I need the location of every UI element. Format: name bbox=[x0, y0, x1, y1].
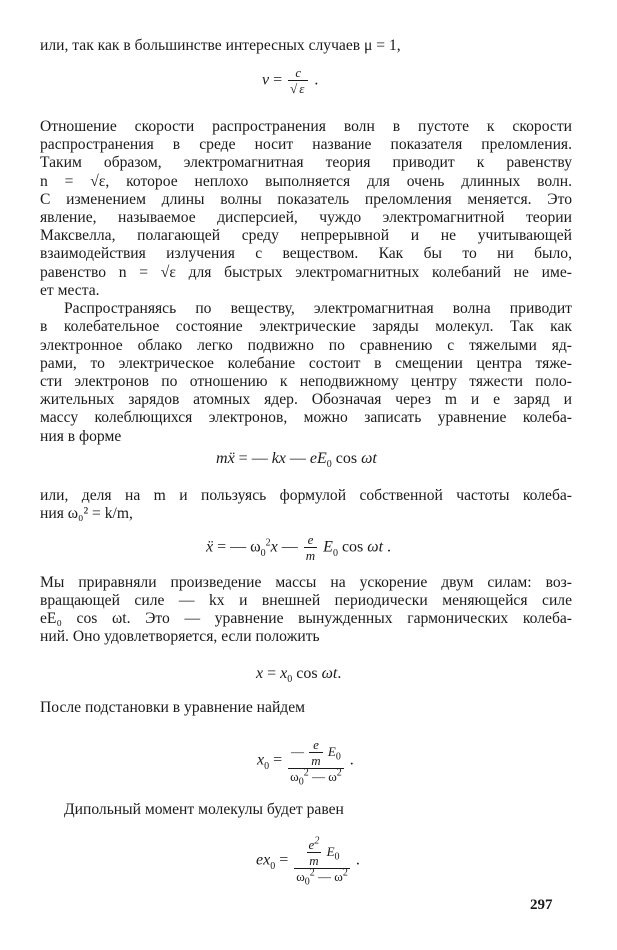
text-line: Мы приравняли произведение массы на ускорение двум силам: воз- bbox=[40, 574, 572, 591]
equation-velocity: v = $\frac{c}{√ \varepsilon}$ . bbox=[262, 65, 319, 96]
text-line: С изменением длины волны показатель преломления меняется. Это bbox=[40, 191, 572, 208]
text-line: n = √ε, которое неплохо выполняется для очень длинных волн. bbox=[40, 173, 572, 190]
text-line: ния в форме bbox=[40, 428, 122, 445]
text-line: сти электронов по отношению к неподвижному центру тяжести поло- bbox=[40, 373, 572, 390]
text-line: рами, то электрическое колебание состоит в смещении центра тяже- bbox=[40, 355, 572, 372]
text-line: Отношение скорости распространения волн в пустоте к скорости bbox=[40, 118, 572, 135]
text-line: ет места. bbox=[40, 282, 100, 299]
text-line: Дипольный момент молекулы будет равен bbox=[64, 801, 344, 818]
equation-normalized: ẍ = — $\omega_0^2x$ — $\frac{e}{m}$ $E_0$ cos ωt . bbox=[206, 532, 392, 563]
equation-amplitude: $x_0$ = — $\frac{e}{m}$ $E_0$ $\omega_0^2$ — $\omega^2$ . bbox=[257, 737, 354, 788]
text-line: вращающей силе — kx и внешней периодически меняющейся силе bbox=[40, 592, 572, 609]
text-line: взаимодействия излучения с веществом. Как бы то ни было, bbox=[40, 245, 572, 262]
equation-dipole: $ex_0$ = $\frac{e^2}{m}$ $E_0$ $\omega_0^2$ — $\omega^2$ . bbox=[256, 835, 360, 888]
text-line: или, так как в большинстве интересных случаев μ = 1, bbox=[40, 37, 401, 54]
text-line: Максвелла, полагающей среду непрерывной и не учитывающей bbox=[40, 227, 572, 244]
text-line: ния ω₀² = k/m, bbox=[40, 505, 133, 522]
text-line: ний. Оно удовлетворяется, если положить bbox=[40, 628, 320, 645]
text-line: После подстановки в уравнение найдем bbox=[40, 699, 306, 716]
text-line: равенство n = √ε для быстрых электромагнитных колебаний не име- bbox=[40, 264, 572, 281]
equation-motion: mẍ = — kx — $eE_0$ cos ωt bbox=[216, 450, 377, 471]
text-line: электронное облако легко подвижно по сравнению с тяжелыми яд- bbox=[40, 337, 572, 354]
text-line: явление, называемое дисперсией, чуждо электромагнитной теории bbox=[40, 209, 572, 226]
text-line: Распространяясь по веществу, электромагнитная волна приводит bbox=[64, 300, 572, 317]
text-line: в колебательное состояние электрические заряды молекул. Так как bbox=[40, 318, 572, 335]
text-line: eE₀ cos ωt. Это — уравнение вынужденных гармонических колеба- bbox=[40, 610, 572, 627]
page-number: 297 bbox=[530, 897, 553, 913]
equation-solution: $x = x_0$ cos ωt. bbox=[256, 665, 342, 686]
text-line: или, деля на m и пользуясь формулой собственной частоты колеба- bbox=[40, 487, 572, 504]
text-line: жительных зарядов атомных ядер. Обозначая через m и e заряд и bbox=[40, 391, 572, 408]
text-line: Таким образом, электромагнитная теория приводит к равенству bbox=[40, 154, 572, 171]
text-line: массу колеблющихся электронов, можно записать уравнение колеба- bbox=[40, 409, 572, 426]
text-line: распространения в среде носит название показателя преломления. bbox=[40, 136, 572, 153]
